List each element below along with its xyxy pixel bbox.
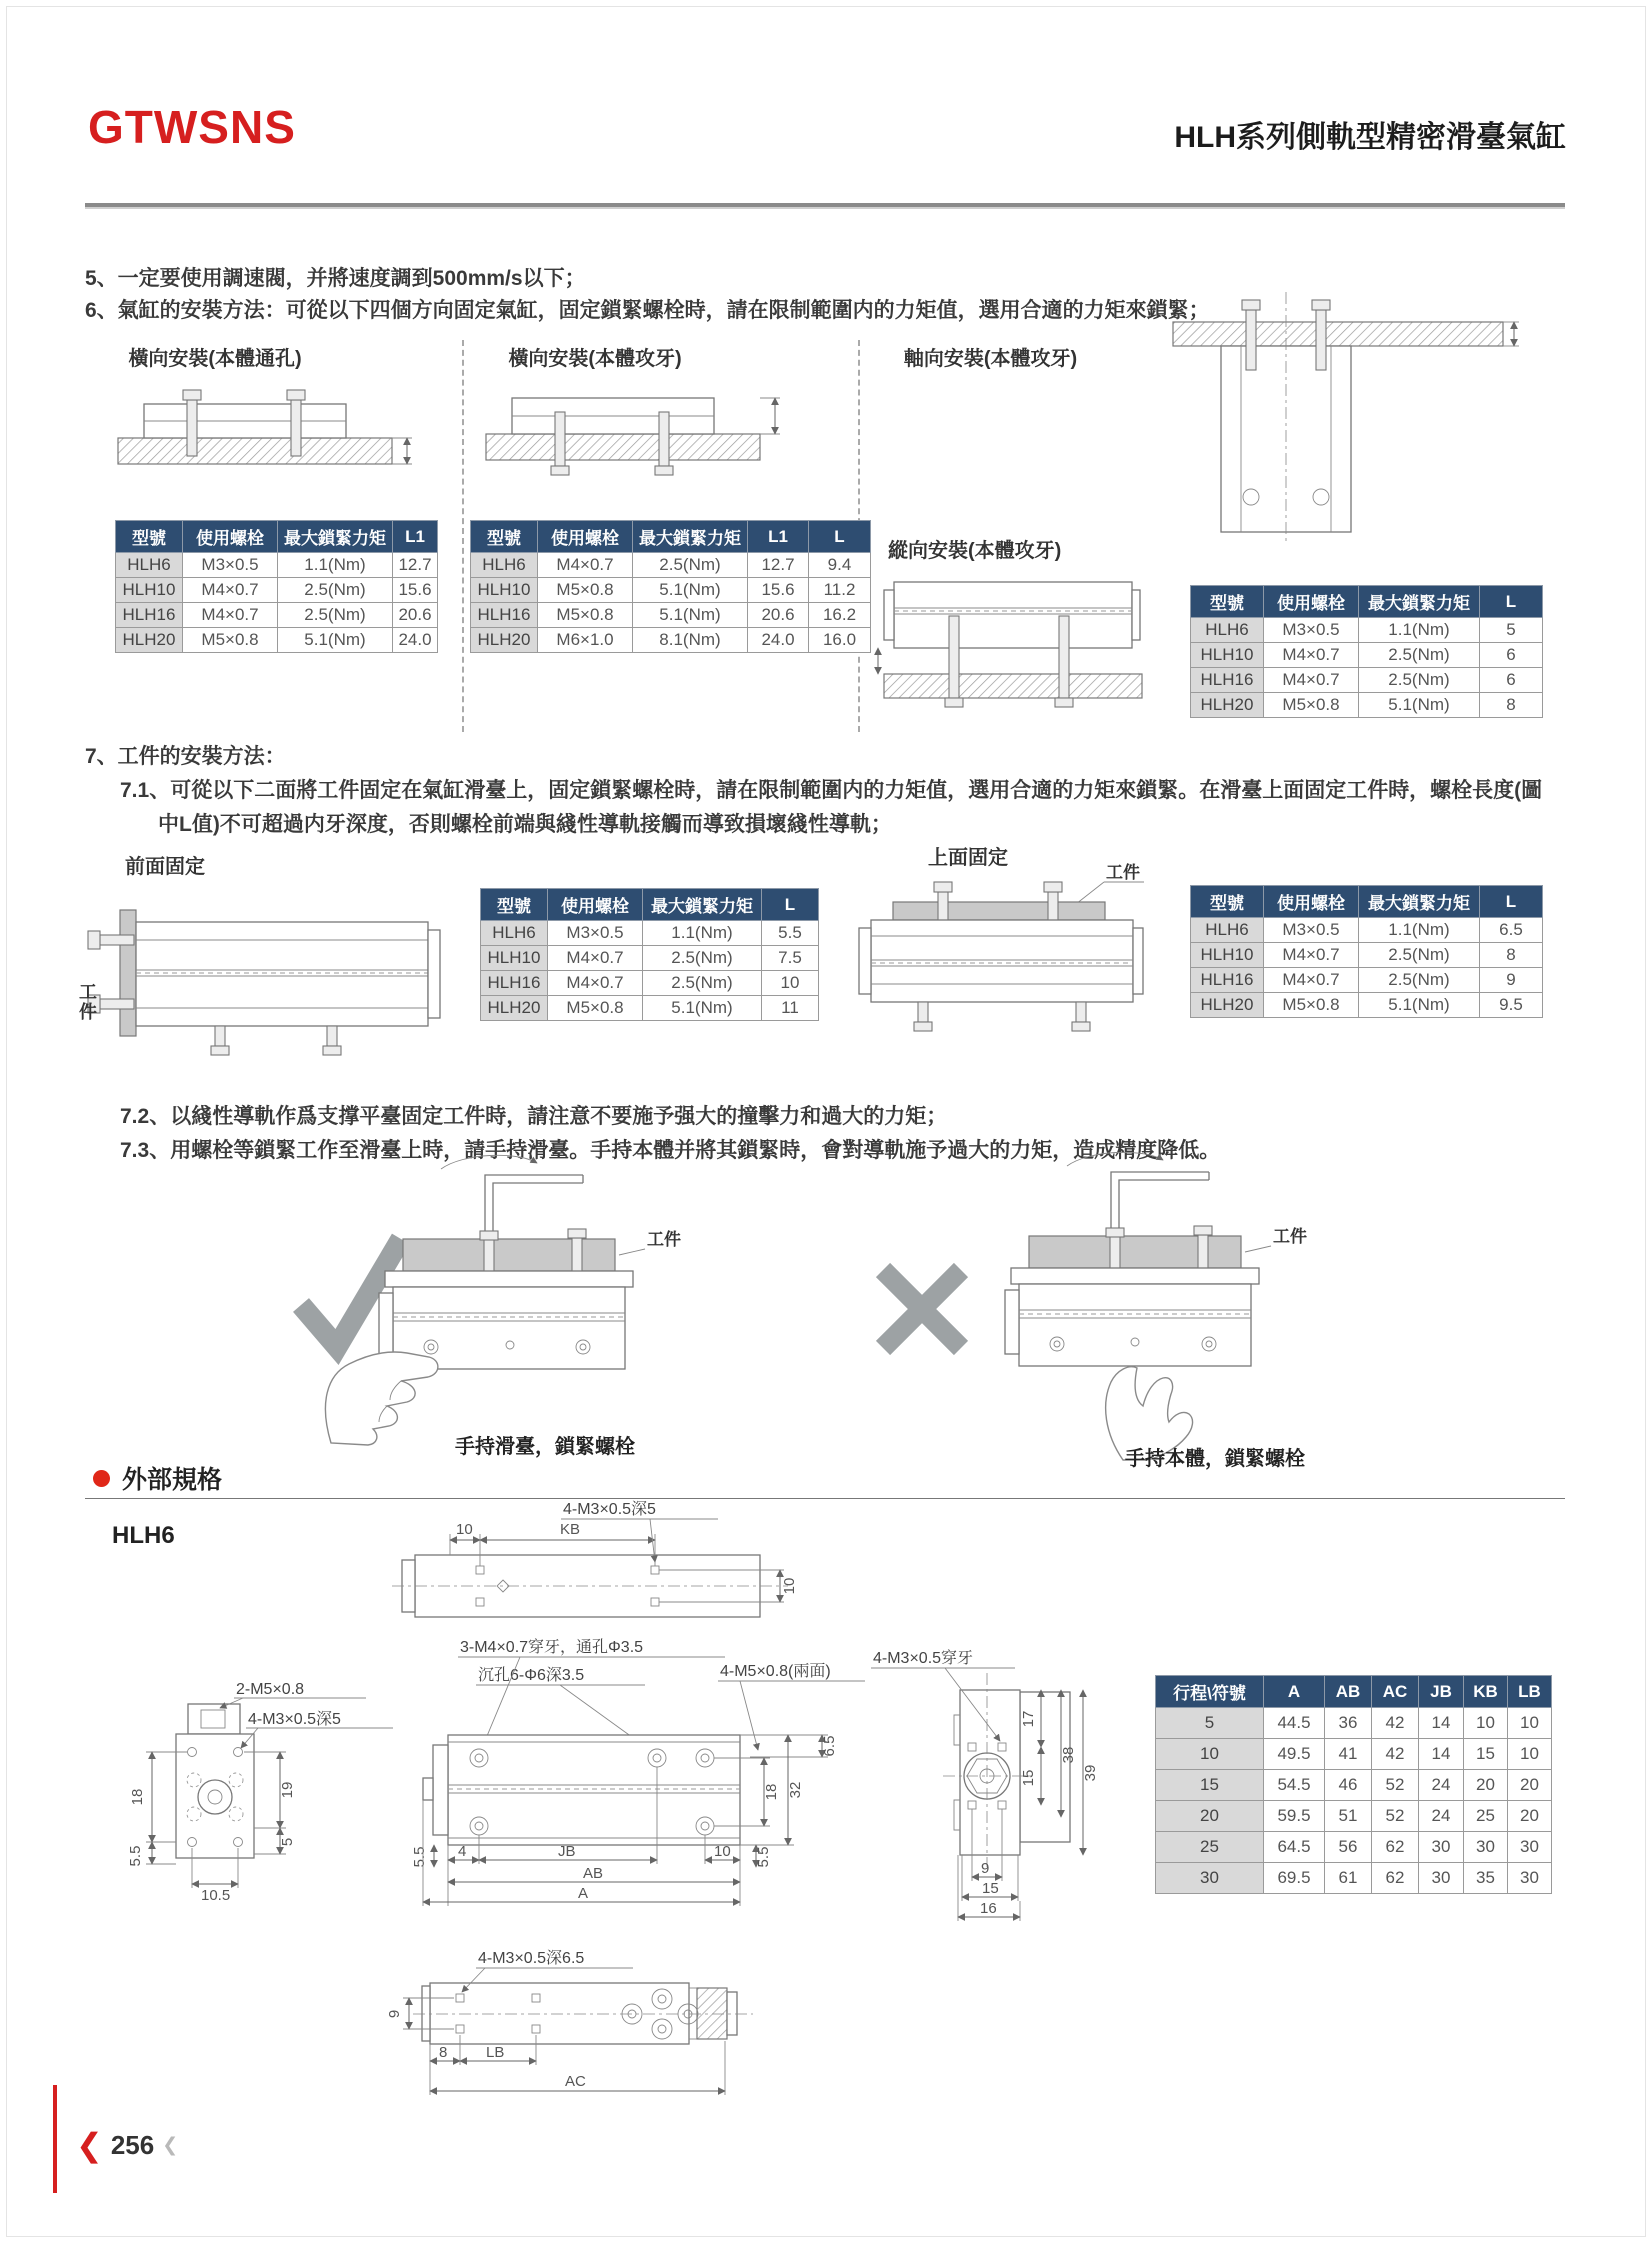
table-cell: M4×0.7 — [548, 971, 643, 996]
table-cell: 14 — [1419, 1739, 1464, 1770]
table-cell: 9.5 — [1480, 993, 1543, 1018]
dimension-label: 5.5 — [411, 1846, 428, 1868]
table-cell: 30 — [1508, 1863, 1552, 1894]
table-cell: M3×0.5 — [1264, 618, 1359, 643]
table-row — [471, 553, 871, 578]
column-header: 使用螺栓 — [183, 521, 278, 553]
table-cell: 8 — [1480, 693, 1543, 718]
table-cell: 2.5(Nm) — [278, 603, 393, 628]
front-fix-label: 前面固定 — [125, 856, 205, 878]
workpiece-label-front-fix: 工件 — [77, 982, 97, 1022]
vertical-torque-table — [1190, 585, 1543, 718]
table-cell: 16.0 — [809, 628, 871, 653]
hold-slide-diagram — [285, 1145, 715, 1445]
table-cell: M4×0.7 — [183, 603, 278, 628]
dimension-label: 5.5 — [127, 1845, 144, 1867]
table-row — [116, 628, 438, 653]
table-cell: 56 — [1325, 1832, 1372, 1863]
top-fix-torque-table — [1190, 885, 1543, 1018]
table-cell: 62 — [1372, 1863, 1419, 1894]
thread-callout: 3-M4×0.7穿牙，通孔Φ3.5 — [460, 1639, 644, 1656]
table-cell: 5.1(Nm) — [278, 628, 393, 653]
table-row — [471, 578, 871, 603]
thread-callout: 4-M3×0.5深6.5 — [478, 1950, 585, 1967]
table-cell: HLH10 — [1191, 943, 1264, 968]
table-cell: 20 — [1508, 1770, 1552, 1801]
table-cell: M5×0.8 — [538, 578, 633, 603]
note-7-1-line1: 7.1、可從以下二面將工件固定在氣缸滑臺上，固定鎖緊螺栓時，請在限制範圍内的力矩值，選用合適的力矩來鎖緊。在滑臺上面固定工件時，螺栓長度(圖 — [120, 779, 1543, 802]
table-cell: HLH6 — [481, 921, 548, 946]
table-row — [1191, 618, 1543, 643]
table-cell: M5×0.8 — [548, 996, 643, 1021]
table-cell: M5×0.8 — [538, 603, 633, 628]
table-cell: HLH6 — [1191, 918, 1264, 943]
table-row — [471, 628, 871, 653]
column-header: 最大鎖緊力矩 — [278, 521, 393, 553]
table-cell: M4×0.7 — [1264, 943, 1359, 968]
thread-callout: 4-M3×0.5穿牙 — [873, 1650, 974, 1667]
workpiece-label-ok: 工件 — [647, 1230, 681, 1249]
note-7-2: 7.2、以綫性導軌作爲支撑平臺固定工件時，請注意不要施予强大的撞擊力和過大的力矩； — [120, 1105, 948, 1128]
column-header: L — [809, 521, 871, 553]
table-cell: 15.6 — [393, 578, 438, 603]
column-divider — [462, 340, 464, 732]
column-header: AB — [1325, 1676, 1372, 1708]
table-cell: 5.1(Nm) — [633, 603, 748, 628]
page-number: 256 — [110, 2129, 155, 2160]
table-cell: 61 — [1325, 1863, 1372, 1894]
table-cell: 2.5(Nm) — [1359, 943, 1480, 968]
dimension-label: JB — [558, 1843, 576, 1860]
table-cell: HLH16 — [471, 603, 538, 628]
table-cell: 20.6 — [748, 603, 809, 628]
table-row — [481, 996, 819, 1021]
dimension-label: 10.5 — [201, 1887, 231, 1904]
dimension-label: 10 — [456, 1521, 473, 1538]
table-cell: M4×0.7 — [1264, 968, 1359, 993]
table-cell: M3×0.5 — [1264, 918, 1359, 943]
front-fix-torque-table — [480, 888, 819, 1021]
brand-logo: GTWSNS — [88, 101, 296, 153]
table-cell: 2.5(Nm) — [633, 553, 748, 578]
table-cell: M5×0.8 — [1264, 993, 1359, 1018]
chevron-left-icon: ❮ — [76, 2127, 103, 2163]
column-header: 使用螺栓 — [548, 889, 643, 921]
table-cell: HLH6 — [1191, 618, 1264, 643]
horizontal-through-mount-diagram — [100, 372, 420, 480]
top-view-drawing — [388, 1496, 808, 1646]
table-cell: 10 — [1508, 1708, 1552, 1739]
table-cell: 2.5(Nm) — [1359, 643, 1480, 668]
model-name: HLH6 — [112, 1522, 175, 1549]
table-cell: 41 — [1325, 1739, 1372, 1770]
column-header: L1 — [393, 521, 438, 553]
table-row — [1156, 1832, 1552, 1863]
table-cell: 44.5 — [1264, 1708, 1325, 1739]
table-cell: 2.5(Nm) — [1359, 668, 1480, 693]
hand-holding-slide — [325, 1352, 437, 1445]
spec-section-title: 外部規格 — [122, 1466, 223, 1494]
dimension-label: 10 — [781, 1577, 798, 1595]
table-cell: 5.5 — [762, 921, 819, 946]
table-cell: HLH16 — [481, 971, 548, 996]
table-cell: 30 — [1419, 1832, 1464, 1863]
column-header: A — [1264, 1676, 1325, 1708]
table-cell: 35 — [1464, 1863, 1508, 1894]
front-fix-diagram — [70, 876, 470, 1064]
counterbore-callout: 沉孔6-Φ6深3.5 — [478, 1667, 585, 1684]
table-cell: 15.6 — [748, 578, 809, 603]
table-cell: M4×0.7 — [548, 946, 643, 971]
table-row — [1156, 1739, 1552, 1770]
table-cell: 5.1(Nm) — [1359, 693, 1480, 718]
table-cell: 6.5 — [1480, 918, 1543, 943]
table-cell: 8.1(Nm) — [633, 628, 748, 653]
table-cell: 62 — [1372, 1832, 1419, 1863]
table-row — [1156, 1801, 1552, 1832]
top-fix-diagram — [838, 856, 1168, 1064]
horizontal-tapped-mount-diagram — [468, 372, 788, 480]
table-cell: 59.5 — [1264, 1801, 1325, 1832]
column-header: L — [762, 889, 819, 921]
top-fix-label: 上面固定 — [928, 847, 1008, 869]
dimension-label: 32 — [787, 1781, 804, 1799]
table-cell: HLH10 — [116, 578, 183, 603]
table-cell: M5×0.8 — [183, 628, 278, 653]
table-row — [1191, 643, 1543, 668]
table-cell: 5.1(Nm) — [643, 996, 762, 1021]
table-cell: 25 — [1464, 1801, 1508, 1832]
table-cell: 20 — [1464, 1770, 1508, 1801]
column-header: 使用螺栓 — [1264, 886, 1359, 918]
bottom-view-drawing — [385, 1945, 865, 2120]
table-cell: HLH16 — [1191, 668, 1264, 693]
red-bullet-icon — [93, 1470, 110, 1487]
table-row — [471, 603, 871, 628]
mount-horizontal-through-label: 橫向安裝(本體通孔) — [128, 348, 302, 370]
dimension-label: 4 — [458, 1843, 467, 1860]
table-cell: 5.1(Nm) — [633, 578, 748, 603]
column-header: 使用螺栓 — [1264, 586, 1359, 618]
front-view-drawing — [411, 1630, 880, 1920]
note-7: 7、工件的安裝方法： — [85, 745, 286, 768]
table-cell: 30 — [1419, 1863, 1464, 1894]
table-cell: 49.5 — [1264, 1739, 1325, 1770]
table-row — [116, 578, 438, 603]
stroke-dimension-table — [1155, 1675, 1552, 1894]
dimension-label: 18 — [763, 1783, 780, 1801]
dimension-label: 9 — [981, 1860, 990, 1877]
table-cell: HLH20 — [1191, 993, 1264, 1018]
port-callout: 2-M5×0.8 — [236, 1681, 305, 1698]
dimension-label: AB — [583, 1865, 604, 1882]
column-header: L — [1480, 886, 1543, 918]
table-cell: HLH16 — [116, 603, 183, 628]
table-cell: 6 — [1480, 668, 1543, 693]
dimension-label: LB — [486, 2044, 505, 2061]
note-7-1-line2: 中L值)不可超過内牙深度，否則螺栓前端與綫性導軌接觸而導致損壞綫性導軌； — [158, 813, 892, 836]
column-header: 最大鎖緊力矩 — [1359, 886, 1480, 918]
table-row — [1191, 668, 1543, 693]
table-row — [116, 603, 438, 628]
dimension-label: 15 — [1020, 1769, 1037, 1787]
column-header: 最大鎖緊力矩 — [633, 521, 748, 553]
page-title: HLH系列側軌型精密滑臺氣缸 — [1174, 121, 1566, 154]
table-cell: 24.0 — [748, 628, 809, 653]
table-cell: M4×0.7 — [538, 553, 633, 578]
spec-section-rule — [85, 1498, 1565, 1499]
table-cell: 46 — [1325, 1770, 1372, 1801]
table-cell: HLH10 — [481, 946, 548, 971]
table-cell: M5×0.8 — [1264, 693, 1359, 718]
table-cell: 15 — [1156, 1770, 1264, 1801]
dimension-label: 10 — [714, 1843, 731, 1860]
mount-vertical-tapped-label: 縱向安裝(本體攻牙) — [888, 540, 1062, 562]
table-cell: 12.7 — [748, 553, 809, 578]
table-cell: 1.1(Nm) — [278, 553, 393, 578]
table-row — [116, 553, 438, 578]
table-cell: 24 — [1419, 1801, 1464, 1832]
table-row — [1156, 1863, 1552, 1894]
table-cell: 30 — [1464, 1832, 1508, 1863]
table-cell: HLH10 — [471, 578, 538, 603]
table-row — [1191, 993, 1543, 1018]
mount-axial-tapped-label: 軸向安裝(本體攻牙) — [903, 348, 1078, 370]
column-header: 行程\符號 — [1156, 1676, 1264, 1708]
table-cell: 20.6 — [393, 603, 438, 628]
column-header: L — [1480, 586, 1543, 618]
table-cell: 2.5(Nm) — [643, 971, 762, 996]
table-cell: 51 — [1325, 1801, 1372, 1832]
table-cell: 20 — [1156, 1801, 1264, 1832]
table-cell: HLH10 — [1191, 643, 1264, 668]
through-hole-torque-table — [115, 520, 438, 653]
table-cell: HLH20 — [1191, 693, 1264, 718]
table-cell: 69.5 — [1264, 1863, 1325, 1894]
table-row — [1191, 693, 1543, 718]
table-cell: HLH16 — [1191, 968, 1264, 993]
hold-slide-caption: 手持滑臺，鎖緊螺栓 — [455, 1436, 635, 1458]
table-cell: HLH20 — [471, 628, 538, 653]
table-cell: 14 — [1419, 1708, 1464, 1739]
left-end-view-drawing — [108, 1648, 408, 1904]
workpiece-label-ng: 工件 — [1273, 1227, 1307, 1246]
page-footer — [76, 2126, 178, 2164]
table-cell: 16.2 — [809, 603, 871, 628]
column-header: KB — [1464, 1676, 1508, 1708]
page-edge-accent — [53, 2085, 57, 2193]
table-cell: 11 — [762, 996, 819, 1021]
column-header: 型號 — [1191, 586, 1264, 618]
table-row — [1156, 1708, 1552, 1739]
table-cell: 30 — [1508, 1832, 1552, 1863]
table-row — [1191, 918, 1543, 943]
dimension-label: 5 — [279, 1837, 296, 1847]
dimension-label: 19 — [279, 1781, 296, 1799]
table-cell: 7.5 — [762, 946, 819, 971]
table-cell: 2.5(Nm) — [278, 578, 393, 603]
table-cell: 10 — [1508, 1739, 1552, 1770]
table-cell: HLH6 — [471, 553, 538, 578]
table-cell: 9 — [1480, 968, 1543, 993]
table-cell: 5.1(Nm) — [1359, 993, 1480, 1018]
table-cell: M3×0.5 — [183, 553, 278, 578]
chevron-left-small-icon: ❮ — [162, 2134, 179, 2156]
workpiece-label-top-fix: 工件 — [1106, 863, 1140, 882]
dimension-label: AC — [565, 2073, 586, 2090]
dimension-label: 9 — [386, 2009, 403, 2019]
table-cell: HLH20 — [481, 996, 548, 1021]
column-header: 最大鎖緊力矩 — [1359, 586, 1480, 618]
table-cell: 5 — [1480, 618, 1543, 643]
table-cell: 20 — [1508, 1801, 1552, 1832]
vertical-tapped-mount-diagram — [872, 556, 1162, 728]
column-header: JB — [1419, 1676, 1464, 1708]
hold-body-diagram — [865, 1142, 1335, 1462]
table-row — [481, 921, 819, 946]
table-cell: 42 — [1372, 1739, 1419, 1770]
tapped-torque-table — [470, 520, 871, 653]
note-6: 6、氣缸的安裝方法：可從以下四個方向固定氣缸，固定鎖緊螺栓時，請在限制範圍内的力矩值，選用合適的力矩來鎖緊； — [85, 299, 1210, 322]
table-cell: 36 — [1325, 1708, 1372, 1739]
right-end-view-drawing — [865, 1645, 1135, 1945]
table-cell: 6 — [1480, 643, 1543, 668]
table-cell: 1.1(Nm) — [643, 921, 762, 946]
table-cell: 12.7 — [393, 553, 438, 578]
table-cell: M3×0.5 — [548, 921, 643, 946]
table-cell: 10 — [1464, 1708, 1508, 1739]
table-cell: M4×0.7 — [183, 578, 278, 603]
table-cell: 15 — [1464, 1739, 1508, 1770]
mount-horizontal-tapped-label: 橫向安裝(本體攻牙) — [508, 348, 682, 370]
column-header: LB — [1508, 1676, 1552, 1708]
dimension-label: 18 — [129, 1788, 146, 1806]
table-cell: 11.2 — [809, 578, 871, 603]
table-cell: 2.5(Nm) — [1359, 968, 1480, 993]
table-cell: 1.1(Nm) — [1359, 618, 1480, 643]
dimension-label: 39 — [1082, 1764, 1099, 1782]
column-header: 使用螺栓 — [538, 521, 633, 553]
table-cell: 52 — [1372, 1770, 1419, 1801]
dimension-label: 5.5 — [755, 1846, 772, 1868]
dimension-label: 8 — [439, 2044, 448, 2061]
table-cell: 25 — [1156, 1832, 1264, 1863]
column-header: 型號 — [1191, 886, 1264, 918]
dimension-label: A — [578, 1885, 589, 1902]
table-cell: 1.1(Nm) — [1359, 918, 1480, 943]
note-5: 5、一定要使用調速閥，并將速度調到500mm/s以下； — [85, 267, 586, 290]
column-header: L1 — [748, 521, 809, 553]
table-cell: M4×0.7 — [1264, 643, 1359, 668]
table-cell: 54.5 — [1264, 1770, 1325, 1801]
header-rule — [85, 203, 1565, 209]
table-cell: M6×1.0 — [538, 628, 633, 653]
table-cell: 10 — [1156, 1739, 1264, 1770]
table-cell: 64.5 — [1264, 1832, 1325, 1863]
column-header: 型號 — [116, 521, 183, 553]
axial-tapped-mount-diagram — [1145, 292, 1525, 560]
note-7-3: 7.3、用螺栓等鎖緊工作至滑臺上時，請手持滑臺。手持本體并將其鎖緊時，會對導軌施予過大的力矩，造成精度降低。 — [120, 1139, 1221, 1162]
x-icon — [883, 1270, 961, 1348]
column-header: 最大鎖緊力矩 — [643, 889, 762, 921]
table-cell: 2.5(Nm) — [643, 946, 762, 971]
dimension-label: KB — [560, 1521, 581, 1538]
column-header: AC — [1372, 1676, 1419, 1708]
table-cell: HLH6 — [116, 553, 183, 578]
thread-callout: 4-M3×0.5深5 — [248, 1711, 341, 1728]
table-cell: 24.0 — [393, 628, 438, 653]
table-cell: 5 — [1156, 1708, 1264, 1739]
column-header: 型號 — [481, 889, 548, 921]
table-row — [1191, 943, 1543, 968]
table-cell: 10 — [762, 971, 819, 996]
dimension-label: 16 — [980, 1900, 997, 1917]
table-cell: 30 — [1156, 1863, 1264, 1894]
table-cell: 8 — [1480, 943, 1543, 968]
table-cell: 52 — [1372, 1801, 1419, 1832]
dimension-label: 38 — [1060, 1746, 1077, 1764]
table-cell: HLH20 — [116, 628, 183, 653]
column-header: 型號 — [471, 521, 538, 553]
hold-body-caption: 手持本體，鎖緊螺栓 — [1125, 1448, 1305, 1470]
dimension-label: 17 — [1020, 1710, 1037, 1728]
dimension-label: 6.5 — [821, 1735, 838, 1757]
table-cell: 9.4 — [809, 553, 871, 578]
table-cell: 42 — [1372, 1708, 1419, 1739]
table-row — [481, 946, 819, 971]
table-row — [481, 971, 819, 996]
table-row — [1156, 1770, 1552, 1801]
table-cell: 24 — [1419, 1770, 1464, 1801]
table-row — [1191, 968, 1543, 993]
dimension-label: 15 — [982, 1880, 999, 1897]
table-cell: M4×0.7 — [1264, 668, 1359, 693]
port-callout: 4-M5×0.8(兩面) — [720, 1663, 831, 1680]
thread-callout: 4-M3×0.5深5 — [563, 1501, 656, 1518]
